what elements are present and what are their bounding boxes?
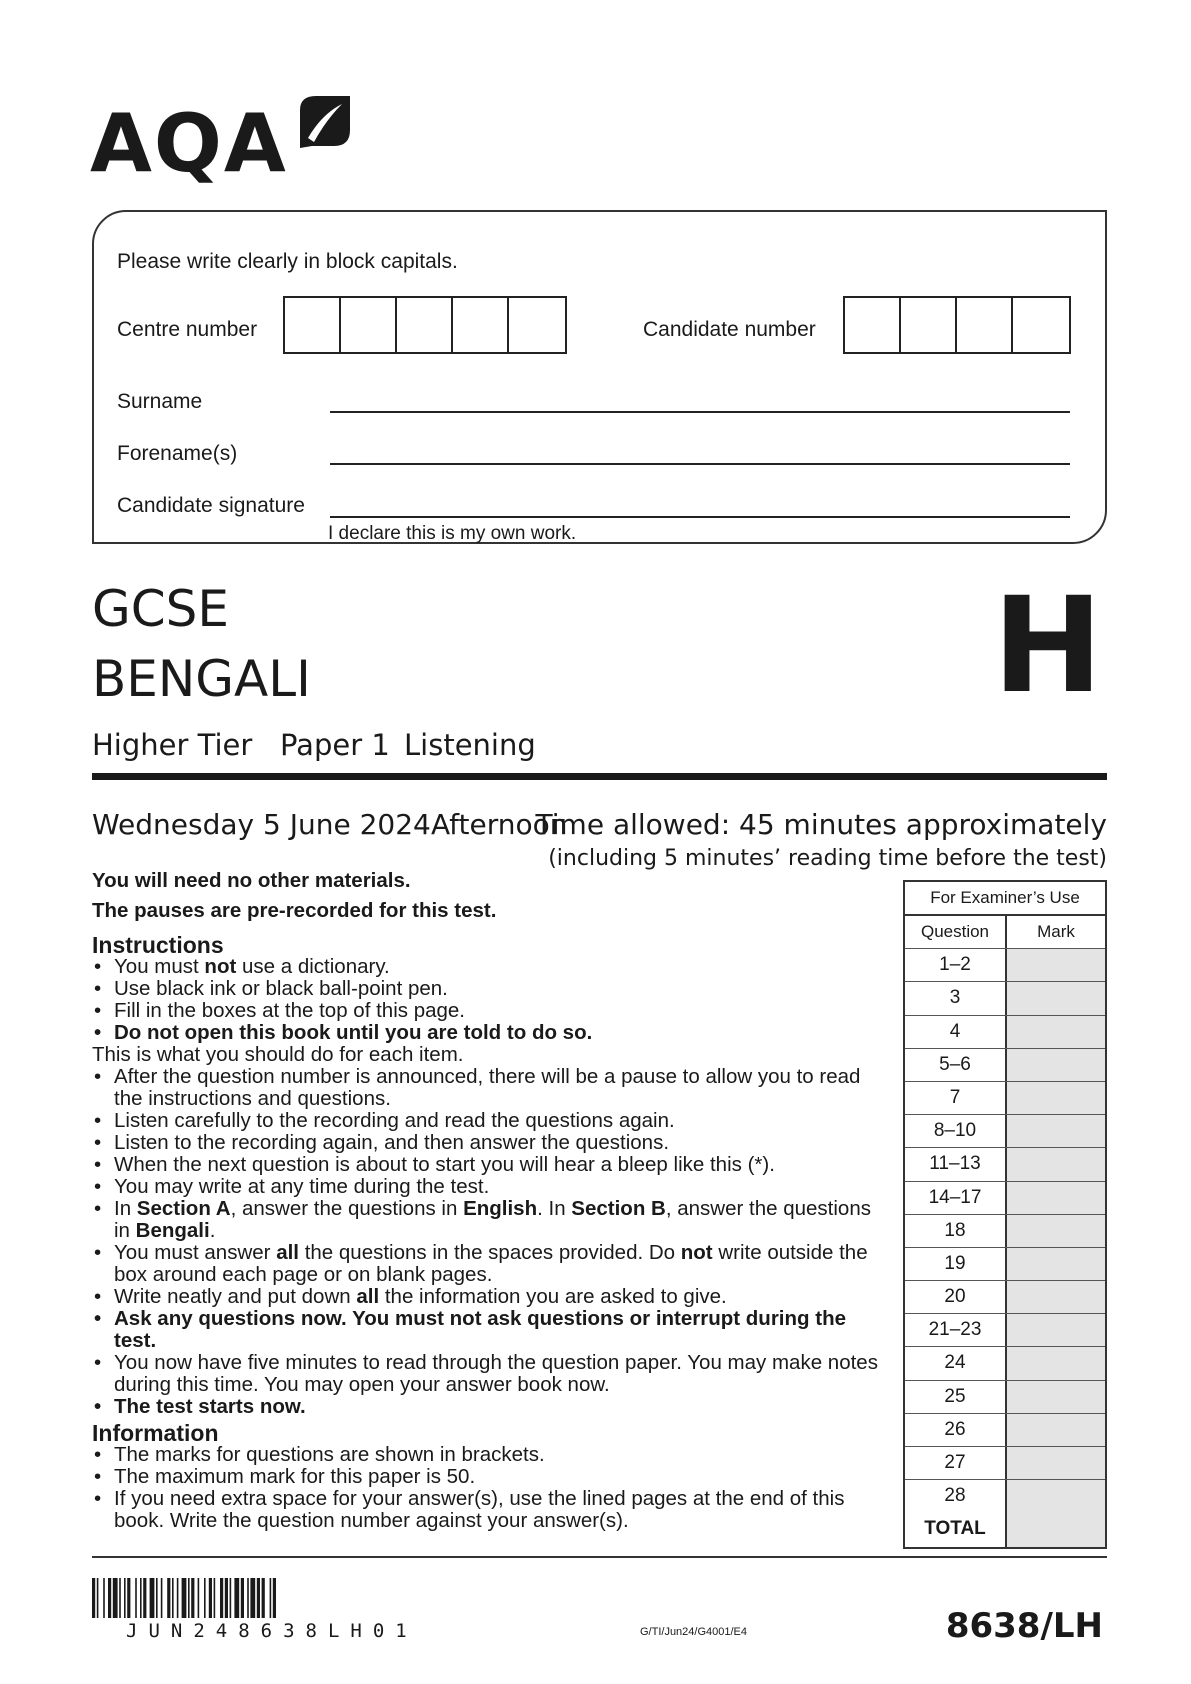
exam-session: Afternoon: [431, 808, 568, 841]
list-item: • Fill in the boxes at the top of this page.: [92, 1000, 892, 1022]
mark-cell: [1007, 1215, 1105, 1247]
information-heading: Information: [92, 1420, 219, 1446]
question-number-cell: 25: [905, 1381, 1007, 1413]
examiner-table-row: [905, 1215, 1105, 1248]
barcode-bar: [156, 1578, 158, 1618]
barcode-bar: [230, 1578, 232, 1618]
examiner-table-row: [905, 982, 1105, 1015]
list-item: • You may write at any time during the test.: [92, 1176, 892, 1198]
mark-cell: [1007, 1347, 1105, 1379]
barcode-bar: [124, 1578, 126, 1618]
materials-line: You will need no other materials.: [92, 869, 411, 892]
total-label: TOTAL: [905, 1513, 1007, 1546]
question-number-cell: 18: [905, 1215, 1007, 1247]
barcode-bar: [188, 1578, 190, 1618]
candidate-digit-box[interactable]: [845, 298, 901, 352]
barcode-bar: [270, 1578, 272, 1618]
time-note: (including 5 minutes’ reading time before the test): [548, 846, 1107, 871]
examiner-table-row: [905, 1148, 1105, 1181]
examiner-table-row: [905, 1248, 1105, 1281]
question-number-cell: 14–17: [905, 1182, 1007, 1214]
instructions-heading: Instructions: [92, 932, 224, 958]
aqa-logo: AQA: [90, 97, 288, 190]
pauses-line: The pauses are pre-recorded for this test.: [92, 899, 497, 922]
examiner-table-row: [905, 1049, 1105, 1082]
examiner-table-body: [905, 949, 1105, 1513]
examiner-use-table: [903, 880, 1107, 1549]
list-item: • Do not open this book until you are told to do so.: [92, 1022, 892, 1044]
component-text: Listening: [404, 728, 536, 762]
centre-digit-box[interactable]: [341, 298, 397, 352]
examiner-table-row: [905, 1281, 1105, 1314]
list-item: • You now have five minutes to read through the question paper. You may make notes during this time. You may open your answer book now.: [92, 1352, 892, 1396]
barcode-bar: [150, 1578, 155, 1618]
total-row: [905, 1513, 1105, 1546]
barcode-bar: [103, 1578, 105, 1618]
examiner-table-row: [905, 1082, 1105, 1115]
mark-cell: [1007, 1016, 1105, 1048]
steps-list: [92, 1066, 892, 1418]
list-item: • Ask any questions now. You must not ask questions or interrupt during the test.: [92, 1308, 892, 1352]
mark-cell: [1007, 1248, 1105, 1280]
reference-code: G/TI/Jun24/G4001/E4: [640, 1626, 748, 1638]
question-number-cell: 3: [905, 982, 1007, 1014]
instructions-list: [92, 956, 892, 1044]
list-item: • Use black ink or black ball-point pen.: [92, 978, 892, 1000]
examiner-table-title: For Examiner’s Use: [905, 882, 1105, 916]
mark-cell: [1007, 1049, 1105, 1081]
barcode-text: JUN248638LH01: [126, 1620, 418, 1642]
barcode-bar: [262, 1578, 265, 1618]
barcode-bar: [108, 1578, 111, 1618]
examiner-table-row: [905, 1381, 1105, 1414]
information-list: [92, 1444, 892, 1532]
exam-date: Wednesday 5 June 2024: [92, 808, 431, 841]
mark-cell: [1007, 949, 1105, 981]
question-number-cell: 21–23: [905, 1314, 1007, 1346]
barcode-bar: [161, 1578, 163, 1618]
candidate-digit-box[interactable]: [957, 298, 1013, 352]
barcode-bar: [225, 1578, 228, 1618]
question-number-cell: 1–2: [905, 949, 1007, 981]
list-item: • The maximum mark for this paper is 50.: [92, 1466, 892, 1488]
forename-field[interactable]: [330, 463, 1070, 465]
barcode-bar: [143, 1578, 146, 1618]
barcode-bar: [182, 1578, 187, 1618]
barcode-bar: [209, 1578, 212, 1618]
list-item: • Listen carefully to the recording and read the questions again.: [92, 1110, 892, 1132]
barcode-bar: [220, 1578, 223, 1618]
mark-cell: [1007, 1314, 1105, 1346]
barcode-bar: [198, 1578, 200, 1618]
block-capitals-instruction: Please write clearly in block capitals.: [117, 250, 458, 273]
list-item: • You must answer all the questions in the spaces provided. Do not write outside the box around each page or on blank pages.: [92, 1242, 892, 1286]
examiner-table-row: [905, 1314, 1105, 1347]
candidate-digit-box[interactable]: [1013, 298, 1069, 352]
surname-field[interactable]: [330, 411, 1070, 413]
mark-column-header: Mark: [1007, 916, 1105, 948]
examiner-table-row: [905, 1016, 1105, 1049]
footer-divider: [92, 1556, 1107, 1558]
header-divider: [92, 773, 1107, 780]
examiner-table-row: [905, 1480, 1105, 1513]
total-mark-cell: [1007, 1513, 1105, 1546]
list-item: • The test starts now.: [92, 1396, 892, 1418]
tier-letter: H: [992, 569, 1103, 723]
list-item: • In Section A, answer the questions in English. In Section B, answer the questions in Bengali.: [92, 1198, 892, 1242]
paper-text: Paper 1: [280, 728, 390, 762]
subject-title: BENGALI: [92, 650, 311, 708]
list-item: • When the next question is about to start you will hear a bleep like this (*).: [92, 1154, 892, 1176]
barcode-bar: [97, 1578, 99, 1618]
question-number-cell: 8–10: [905, 1115, 1007, 1147]
barcode-bar: [247, 1578, 249, 1618]
candidate-digit-box[interactable]: [901, 298, 957, 352]
question-number-cell: 26: [905, 1414, 1007, 1446]
tier-text: Higher Tier: [92, 728, 253, 762]
paper-code: 8638/LH: [945, 1606, 1103, 1646]
barcode-bar: [241, 1578, 244, 1618]
signature-field[interactable]: [330, 516, 1070, 518]
time-allowed: Time allowed: 45 minutes approximately: [535, 808, 1107, 841]
list-item: • You must not use a dictionary.: [92, 956, 892, 978]
list-item: • Write neatly and put down all the information you are asked to give.: [92, 1286, 892, 1308]
declaration-text: I declare this is my own work.: [328, 523, 577, 544]
question-number-cell: 11–13: [905, 1148, 1007, 1180]
question-number-cell: 27: [905, 1447, 1007, 1479]
barcode-bar: [204, 1578, 206, 1618]
examiner-table-row: [905, 1115, 1105, 1148]
mark-cell: [1007, 1082, 1105, 1114]
question-number-cell: 20: [905, 1281, 1007, 1313]
candidate-number-label: Candidate number: [643, 318, 816, 341]
question-number-cell: 28: [905, 1480, 1007, 1513]
mark-cell: [1007, 1381, 1105, 1413]
mark-cell: [1007, 1182, 1105, 1214]
examiner-table-row: [905, 1414, 1105, 1447]
examiner-table-row: [905, 1347, 1105, 1380]
barcode-bar: [273, 1578, 276, 1618]
examiner-table-header-row: [905, 916, 1105, 949]
barcode-bar: [119, 1578, 121, 1618]
centre-digit-box[interactable]: [453, 298, 509, 352]
each-item-intro: This is what you should do for each item.: [92, 1043, 464, 1066]
barcode: [92, 1578, 472, 1618]
examiner-table-row: [905, 1182, 1105, 1215]
barcode-bar: [140, 1578, 142, 1618]
centre-digit-box[interactable]: [285, 298, 341, 352]
barcode-bar: [167, 1578, 170, 1618]
barcode-bar: [234, 1578, 239, 1618]
mark-cell: [1007, 1281, 1105, 1313]
centre-digit-box[interactable]: [509, 298, 565, 352]
question-number-cell: 4: [905, 1016, 1007, 1048]
instructions-body: [92, 870, 892, 1532]
barcode-bar: [127, 1578, 130, 1618]
list-item: • After the question number is announced, there will be a pause to allow you to read the instructions and questions.: [92, 1066, 892, 1110]
barcode-bar: [214, 1578, 216, 1618]
forename-label: Forename(s): [117, 442, 238, 465]
barcode-bar: [250, 1578, 255, 1618]
barcode-bar: [172, 1578, 174, 1618]
centre-number-label: Centre number: [117, 318, 258, 341]
examiner-table-row: [905, 1447, 1105, 1480]
mark-cell: [1007, 1480, 1105, 1513]
mark-cell: [1007, 1148, 1105, 1180]
barcode-bar: [191, 1578, 194, 1618]
qualification-title: GCSE: [92, 580, 229, 638]
mark-cell: [1007, 1414, 1105, 1446]
barcode-bar: [177, 1578, 179, 1618]
signature-label: Candidate signature: [117, 494, 305, 517]
barcode-bar: [135, 1578, 137, 1618]
centre-number-boxes[interactable]: [283, 296, 567, 354]
centre-digit-box[interactable]: [397, 298, 453, 352]
mark-cell: [1007, 1115, 1105, 1147]
mark-cell: [1007, 1447, 1105, 1479]
question-number-cell: 5–6: [905, 1049, 1007, 1081]
mark-cell: [1007, 982, 1105, 1014]
question-number-cell: 19: [905, 1248, 1007, 1280]
list-item: • The marks for questions are shown in brackets.: [92, 1444, 892, 1466]
examiner-table-row: [905, 949, 1105, 982]
question-number-cell: 24: [905, 1347, 1007, 1379]
question-number-cell: 7: [905, 1082, 1007, 1114]
barcode-bar: [257, 1578, 260, 1618]
list-item: • If you need extra space for your answer(s), use the lined pages at the end of this book. Write the question number against your answer(s).: [92, 1488, 892, 1532]
surname-label: Surname: [117, 390, 203, 413]
question-column-header: Question: [905, 916, 1007, 948]
barcode-bar: [113, 1578, 118, 1618]
candidate-number-boxes[interactable]: [843, 296, 1071, 354]
list-item: • Listen to the recording again, and then answer the questions.: [92, 1132, 892, 1154]
barcode-bar: [92, 1578, 95, 1618]
leaf-logo-icon: [292, 90, 352, 150]
